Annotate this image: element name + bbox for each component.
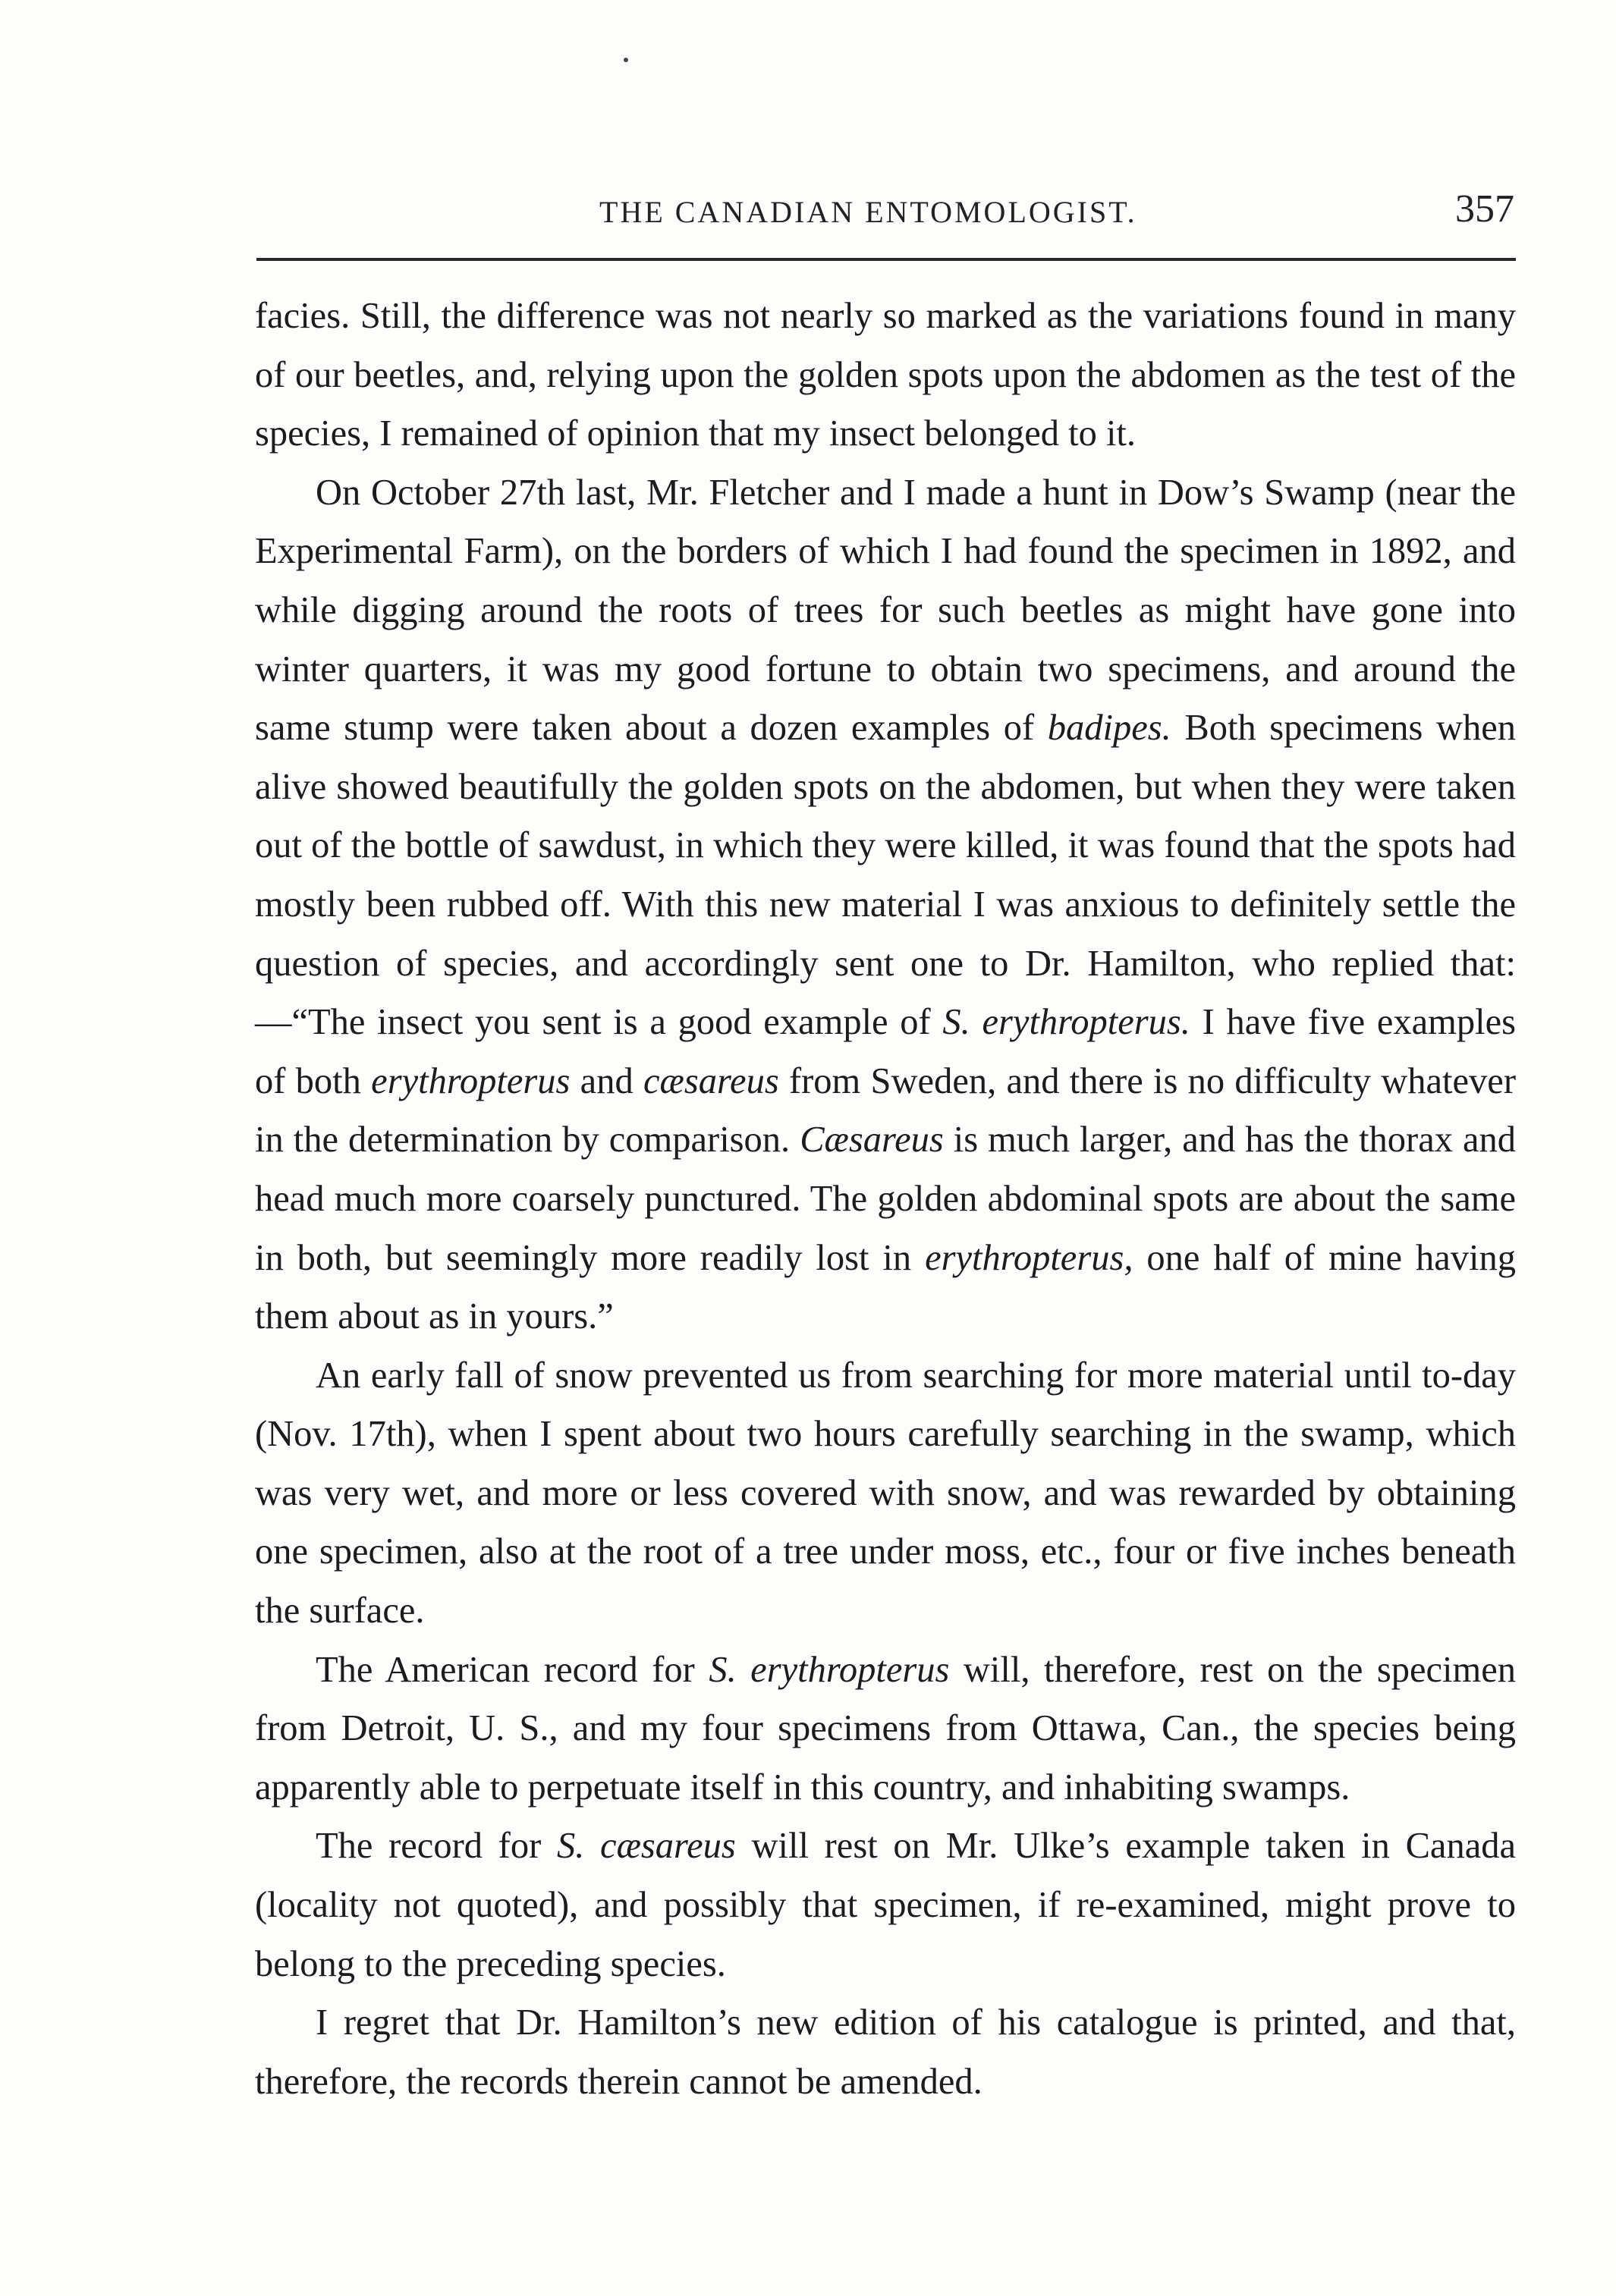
running-head: THE CANADIAN ENTOMOLOGIST.: [599, 195, 1137, 229]
page-header: [258, 187, 1514, 240]
paragraph-5: [255, 1817, 1516, 1993]
paragraph-2: [255, 463, 1516, 1346]
paragraph-4: [255, 1641, 1516, 1817]
species-name: erythropterus: [371, 1060, 571, 1101]
species-name: erythropterus,: [925, 1237, 1133, 1278]
species-name: badipes.: [1047, 708, 1171, 749]
print-speck: [624, 58, 628, 62]
species-name: S. cæsareus: [556, 1826, 736, 1867]
species-name: S. erythropterus: [709, 1649, 950, 1690]
paragraph-6: [255, 1993, 1516, 2111]
paragraph-text: is much larger, and has the thorax and head much more coarsely punctured. The golden abdominal spots are about the same in both, but seemingly more readily lost in: [255, 1120, 1516, 1278]
paragraph-text: will, therefore, rest on the specimen from Detroit, U. S., and my four specimens from Ottawa, Can., the species being apparently able to perpetuate itself in this country, and inhabiting swamps.: [255, 1649, 1516, 1808]
paragraph-text: facies. Still, the difference was not nearly so marked as the variations found in many of our beetles, and, relying upon the golden spots upon the abdomen as the test of the species, I remained of opinion that my insect belonged to it.: [255, 296, 1516, 454]
paragraph-3: [255, 1346, 1516, 1641]
header-rule: [256, 258, 1516, 261]
species-name: S. erythropterus.: [942, 1002, 1190, 1043]
paragraph-text: The record for: [316, 1826, 557, 1867]
paragraph-text: from Sweden, and there is no difficulty whatever in the determination by comparison.: [255, 1060, 1516, 1161]
paragraph-text: one half of mine having them about as in yours.”: [255, 1237, 1516, 1337]
paragraph-text: On October 27th last, Mr. Fletcher and I made a hunt in Dow’s Swamp (near the Experimental Farm), on the borders of which I had found the specimen in 1892, and while digging around the roots of trees for such beetles as might have gone into winter quarters, it was my good fortune to obtain two specimens, and around the same stump were taken about a dozen examples of: [255, 472, 1516, 749]
body-text: [255, 287, 1516, 2111]
species-name: Cæsareus: [800, 1120, 944, 1161]
paragraph-text: The American record for: [316, 1649, 709, 1690]
paragraph-text: Both specimens when alive showed beautifully the golden spots on the abdomen, but when they were taken out of the bottle of sawdust, in which they were killed, it was found that the spots had mostly been rubbed off. With this new material I was anxious to definitely settle the question of species, and accordingly sent one to Dr. Hamilton, who replied that:—“The insect you sent is a good example of: [255, 708, 1517, 1043]
paragraph-text: I regret that Dr. Hamilton’s new edition of his catalogue is printed, and that, therefore, the records therein cannot be amended.: [255, 2002, 1516, 2102]
paragraph-text: An early fall of snow prevented us from searching for more material until to-day (Nov. 17th), when I spent about two hours carefully searching in the swamp, which was very wet, and more or less covered with snow, and was rewarded by obtaining one specimen, also at the root of a tree under moss, etc., four or five inches beneath the surface.: [255, 1355, 1516, 1632]
page-number: 357: [1455, 187, 1514, 231]
paragraph-text: I have five examples of both: [255, 1002, 1516, 1101]
paragraph-text: and: [570, 1060, 643, 1101]
paragraph-text: will rest on Mr. Ulke’s example taken in Canada (locality not quoted), and possibly that specimen, if re-examined, might prove to belong to the preceding species.: [255, 1826, 1516, 1984]
species-name: cæsareus: [643, 1060, 779, 1101]
paragraph-1: [255, 287, 1516, 463]
